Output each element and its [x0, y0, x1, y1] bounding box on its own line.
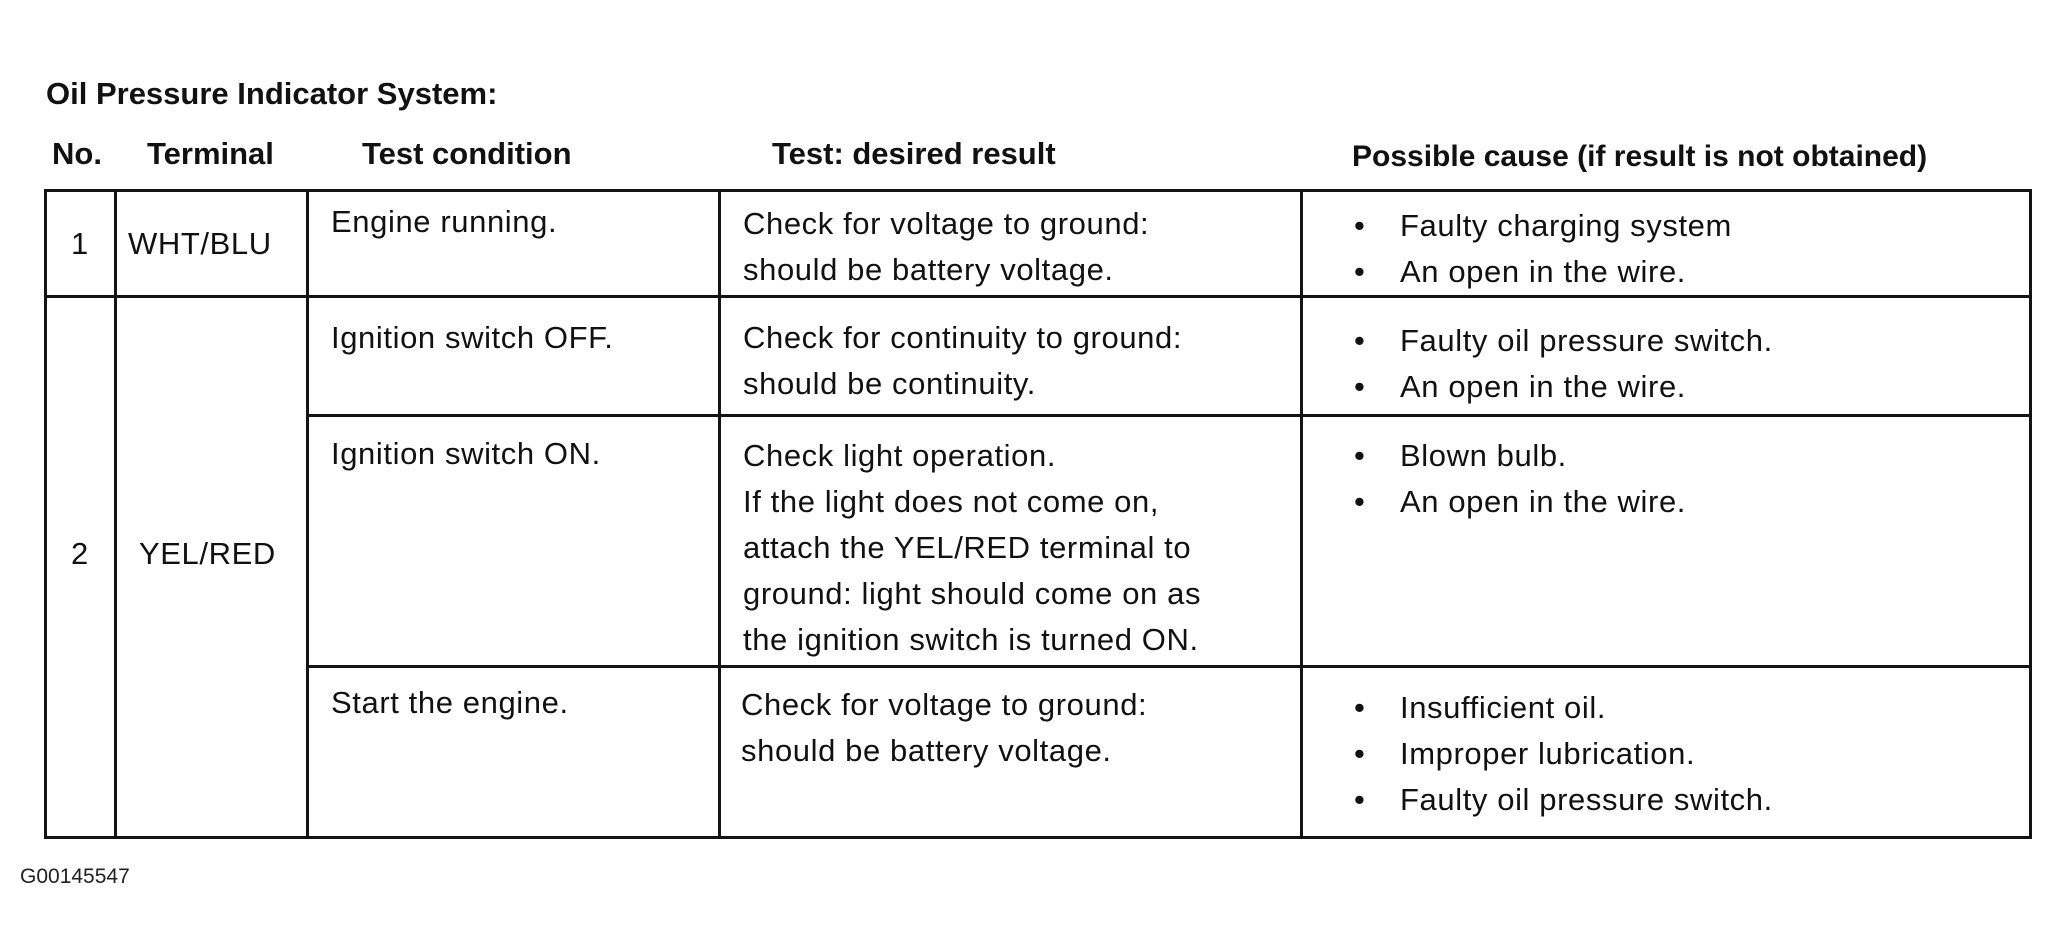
header-desired-result: Test: desired result [772, 136, 1056, 171]
desired-result: Check for continuity to ground: should be continuity. [743, 320, 1183, 401]
cause-item [1348, 479, 1686, 525]
table-border-top [44, 189, 2032, 192]
cause-text: Faulty oil pressure switch. [1400, 323, 1773, 358]
row-divider [44, 295, 2032, 298]
cause-item [1348, 249, 1732, 295]
cause-item [1348, 203, 1732, 249]
possible-causes [1348, 318, 1773, 410]
terminal-label: YEL/RED [139, 536, 276, 571]
table-border-right [2029, 189, 2032, 839]
column-divider [718, 189, 721, 839]
cause-text: An open in the wire. [1400, 369, 1687, 404]
header-no: No. [52, 136, 102, 171]
row-divider [306, 665, 2032, 668]
header-test-condition: Test condition [362, 136, 572, 171]
test-condition: Start the engine. [331, 685, 569, 720]
cause-text: Insufficient oil. [1400, 690, 1607, 725]
cause-text: An open in the wire. [1400, 484, 1687, 519]
bullet-icon: • [1354, 323, 1366, 358]
bullet-icon: • [1354, 369, 1366, 404]
bullet-icon: • [1354, 782, 1366, 817]
row-number: 1 [71, 226, 89, 261]
table-border-bottom [44, 836, 2032, 839]
column-divider [1300, 189, 1303, 839]
cause-item [1348, 731, 1773, 777]
bullet-icon: • [1354, 254, 1366, 289]
header-possible-cause: Possible cause (if result is not obtained) [1352, 140, 1928, 173]
cause-text: Blown bulb. [1400, 438, 1567, 473]
bullet-icon: • [1354, 736, 1366, 771]
cause-item [1348, 364, 1773, 410]
cause-text: An open in the wire. [1400, 254, 1687, 289]
header-terminal: Terminal [147, 136, 274, 171]
desired-result: Check for voltage to ground: should be battery voltage. [743, 206, 1150, 287]
cause-item [1348, 777, 1773, 823]
column-divider [306, 189, 309, 839]
row-number: 2 [71, 536, 89, 571]
bullet-icon: • [1354, 208, 1366, 243]
desired-result: Check light operation. If the light does not come on, attach the YEL/RED terminal to ground: light should come on as the ignition switch is turned ON. [743, 438, 1202, 657]
test-condition: Ignition switch OFF. [331, 320, 614, 355]
cause-item [1348, 433, 1686, 479]
possible-causes [1348, 685, 1773, 823]
possible-causes [1348, 203, 1732, 295]
column-divider [114, 189, 117, 839]
row-divider [306, 414, 2032, 417]
cause-text: Faulty charging system [1400, 208, 1732, 243]
desired-result: Check for voltage to ground: should be battery voltage. [741, 687, 1148, 768]
page-title: Oil Pressure Indicator System: [46, 76, 498, 111]
possible-causes [1348, 433, 1686, 525]
bullet-icon: • [1354, 690, 1366, 725]
table-border-left [44, 189, 47, 839]
test-condition: Ignition switch ON. [331, 436, 601, 471]
bullet-icon: • [1354, 438, 1366, 473]
cause-text: Improper lubrication. [1400, 736, 1696, 771]
test-condition: Engine running. [331, 204, 558, 239]
cause-text: Faulty oil pressure switch. [1400, 782, 1773, 817]
cause-item [1348, 685, 1773, 731]
bullet-icon: • [1354, 484, 1366, 519]
terminal-label: WHT/BLU [128, 226, 272, 261]
cause-item [1348, 318, 1773, 364]
figure-id: G00145547 [20, 865, 130, 888]
